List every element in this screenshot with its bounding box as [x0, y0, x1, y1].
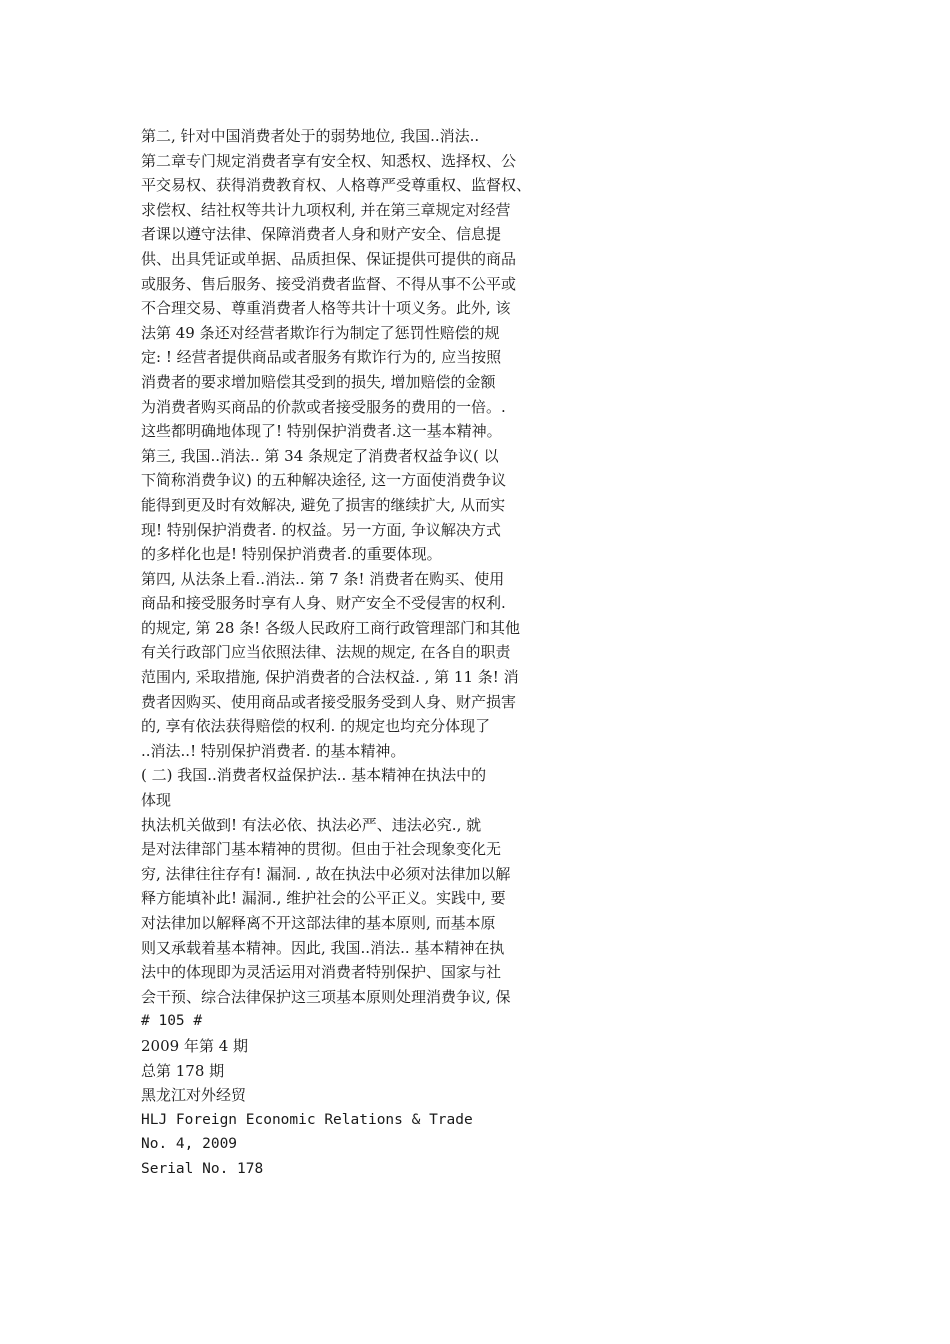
body-line: ..消法..! 特别保护消费者. 的基本精神。 — [141, 741, 406, 760]
body-line: 下简称消费争议) 的五种解决途径, 这一方面使消费争议 — [141, 471, 507, 490]
body-line: 现! 特别保护消费者. 的权益。另一方面, 争议解决方式 — [141, 520, 501, 539]
body-line: 第二, 针对中国消费者处于的弱势地位, 我国..消法.. — [141, 127, 480, 145]
serial-number-cn: 总第 178 期 — [141, 1061, 225, 1080]
body-line: 消费者的要求增加赔偿其受到的损失, 增加赔偿的金额 — [141, 372, 496, 391]
body-line: 商品和接受服务时享有人身、财产安全不受侵害的权利. — [141, 594, 506, 613]
body-line: 者课以遵守法律、保障消费者人身和财产安全、信息提 — [141, 225, 502, 244]
body-line: 是对法律部门基本精神的贯彻。但由于社会现象变化无 — [141, 840, 502, 859]
issue-number-en: No. 4, 2009 — [141, 1136, 238, 1153]
body-line: 第四, 从法条上看..消法.. 第 7 条! 消费者在购买、使用 — [141, 569, 505, 588]
body-line: 供、出具凭证或单据、品质担保、保证提供可提供的商品 — [141, 249, 517, 268]
body-line: 执法机关做到! 有法必依、执法必严、违法必究., 就 — [141, 815, 482, 834]
body-line: 的, 享有依法获得赔偿的权利. 的规定也均充分体现了 — [141, 717, 491, 736]
body-line: 会干预、综合法律保护这三项基本原则处理消费争议, 保 — [141, 987, 511, 1006]
body-line: 费者因购买、使用商品或者接受服务受到人身、财产损害 — [141, 692, 517, 711]
body-line: 穷, 法律往往存有! 漏洞. , 故在执法中必须对法律加以解 — [141, 864, 511, 883]
body-line: 为消费者购买商品的价款或者接受服务的费用的一倍。. — [141, 397, 506, 416]
body-line: 释方能填补此! 漏洞., 维护社会的公平正义。实践中, 要 — [141, 889, 506, 908]
serial-number-en: Serial No. 178 — [141, 1160, 264, 1177]
body-line: 对法律加以解释离不开这部法律的基本原则, 而基本原 — [141, 914, 496, 932]
body-line: 定: ! 经营者提供商品或者服务有欺诈行为的, 应当按照 — [141, 348, 502, 367]
article-text — [141, 124, 611, 1182]
body-line: 范围内, 采取措施, 保护消费者的合法权益. , 第 11 条! 消 — [141, 668, 519, 687]
body-line: 有关行政部门应当依照法律、法规的规定, 在各自的职责 — [141, 643, 511, 662]
body-line: 第二章专门规定消费者享有安全权、知悉权、选择权、公 — [141, 151, 517, 170]
body-line: 或服务、售后服务、接受消费者监督、不得从事不公平或 — [141, 274, 517, 293]
body-line: 的规定, 第 28 条! 各级人民政府工商行政管理部门和其他 — [141, 618, 520, 637]
journal-name-en: HLJ Foreign Economic Relations & Trade — [141, 1111, 473, 1128]
body-line: 则又承载着基本精神。因此, 我国..消法.. 基本精神在执 — [141, 938, 505, 957]
page-number-marker: # 105 # — [141, 1013, 203, 1030]
body-line: 的多样化也是! 特别保护消费者.的重要体现。 — [141, 545, 442, 564]
body-line: 法第 49 条还对经营者欺诈行为制定了惩罚性赔偿的规 — [141, 323, 500, 342]
body-line: 能得到更及时有效解决, 避免了损害的继续扩大, 从而实 — [141, 495, 506, 514]
journal-name-cn: 黑龙江对外经贸 — [141, 1086, 247, 1105]
body-line: 这些都明确地体现了! 特别保护消费者.这一基本精神。 — [141, 422, 502, 441]
body-line: 第三, 我国..消法.. 第 34 条规定了消费者权益争议( 以 — [141, 446, 499, 465]
body-line: 求偿权、结社权等共计九项权利, 并在第三章规定对经营 — [141, 200, 511, 219]
issue-year: 2009 年第 4 期 — [141, 1036, 249, 1055]
body-line: 不合理交易、尊重消费者人格等共计十项义务。此外, 该 — [141, 299, 511, 318]
body-line: 法中的体现即为灵活运用对消费者特别保护、国家与社 — [141, 963, 502, 982]
body-line: 平交易权、获得消费教育权、人格尊严受尊重权、监督权、 — [141, 176, 532, 195]
section-heading-line: 体现 — [141, 791, 172, 810]
section-heading-line: ( 二) 我国..消费者权益保护法.. 基本精神在执法中的 — [141, 766, 487, 785]
